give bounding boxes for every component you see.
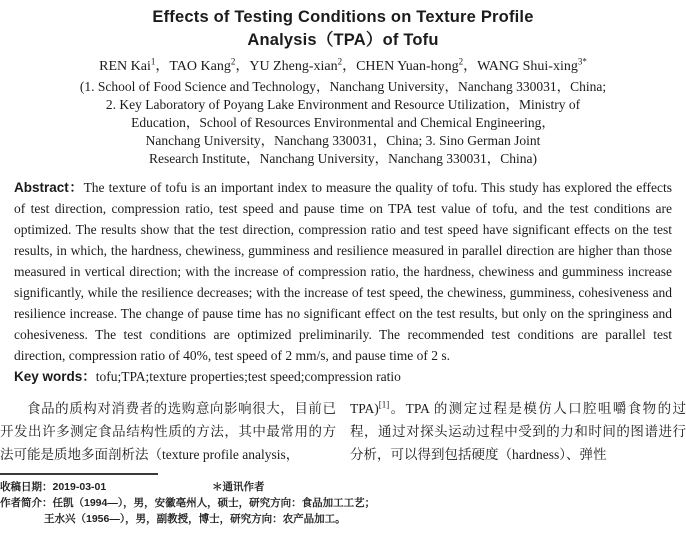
author: REN Kai$^1$， xyxy=(99,56,170,74)
body-paragraph-left: 食品的质构对消费者的选购意向影响很大，目前已开发出许多测定食品结构性质的方法，其中最常用的方法可能是质地多面剖析法（texture profile analysis， xyxy=(0,401,336,462)
author-bio-line2: 王水兴（1956—），男，副教授，博士，研究方向：农产品加工。 xyxy=(44,513,346,525)
body-column-right xyxy=(350,397,686,466)
author-affil-marker: 3* xyxy=(577,56,587,67)
affiliation-line: 2. Key Laboratory of Poyang Lake Environment and Resource Utilization，Ministry of xyxy=(105,97,581,112)
author-bio-line1: 作者简介：任凯（1994—），男，安徽亳州人，硕士，研究方向：食品加工工艺； xyxy=(0,497,376,509)
abstract-text: The texture of tofu is an important index to measure the quality of tofu. This study has explored the effects of test direction, compression ratio, test speed and pause time on TPA test value of tofu, and the test conditions are optimized. The results show that the test direction, compression ratio and test speed have significant effects on the test results, in which, the hardness, chewiness, gumminess and resilience measured in parallel direction are higher than those measured in vertical direction; with the increase of compression ratio, the hardness, chewiness and gumminess increase significantly, while the resilience decreases; with the increase of test speed, the chewiness, gumminess, cohesiveness and resilience increase. The change of pause time has no significant effect on the test results, but only on the springiness and cohesiveness. The test conditions are optimized preliminarily. The recommended test conditions are parallel test direction, compression ratio of 40%, test speed of 2 mm/s, and pause time of 2 s. xyxy=(14,180,672,363)
affiliation-line: Nanchang University，Nanchang 330031，China; 3. Sino German Joint xyxy=(145,133,541,148)
affiliation-line: (1. School of Food Science and Technology，Nanchang University，Nanchang 330031，China; xyxy=(79,79,607,94)
body-two-columns xyxy=(0,397,686,466)
abstract-label: Abstract： xyxy=(14,180,84,195)
paper-title-line1: Effects of Testing Conditions on Texture Profile xyxy=(152,8,534,26)
corresponding-author-note: ＊通讯作者 xyxy=(212,481,265,493)
author-affil-marker: 2 xyxy=(230,56,236,67)
footnote-block xyxy=(0,479,686,527)
received-date: 收稿日期：2019-03-01 xyxy=(0,481,107,493)
keywords-label: Key words： xyxy=(14,369,96,384)
paper-title xyxy=(0,0,686,52)
affiliation-line: Education，School of Resources Environmental and Chemical Engineering， xyxy=(131,115,555,130)
author-line xyxy=(0,57,686,76)
citation-marker: [1] xyxy=(378,399,390,410)
body-column-left xyxy=(0,397,336,466)
keywords-text: tofu;TPA;texture properties;test speed;compression ratio xyxy=(95,369,401,384)
author-affil-marker: 2 xyxy=(337,56,343,67)
paper-title-line2: Analysis（TPA）of Tofu xyxy=(247,31,439,49)
author-affil-marker: 1 xyxy=(150,56,156,67)
abstract-paragraph xyxy=(14,177,672,366)
author: TAO Kang$^2$， xyxy=(169,56,250,74)
affiliations-block xyxy=(0,78,686,168)
affiliation-line: Research Institute，Nanchang University，Nanchang 330031，China) xyxy=(148,151,538,166)
footnote-divider xyxy=(0,473,158,475)
keywords-line xyxy=(14,366,672,387)
author: WANG Shui-xing$^{3*}$ xyxy=(477,56,587,74)
author-affil-marker: 2 xyxy=(458,56,464,67)
author: YU Zheng-xian$^2$， xyxy=(249,56,357,74)
footnote-received-line xyxy=(0,479,686,495)
body-paragraph-right: TPA)[1]。TPA 的测定过程是模仿人口腔咀嚼食物的过程，通过对探头运动过程中受到的力和时间的图谱进行分析，可以得到包括硬度（hardness）、弹性 xyxy=(350,399,686,462)
author: CHEN Yuan-hong$^2$， xyxy=(356,56,478,74)
